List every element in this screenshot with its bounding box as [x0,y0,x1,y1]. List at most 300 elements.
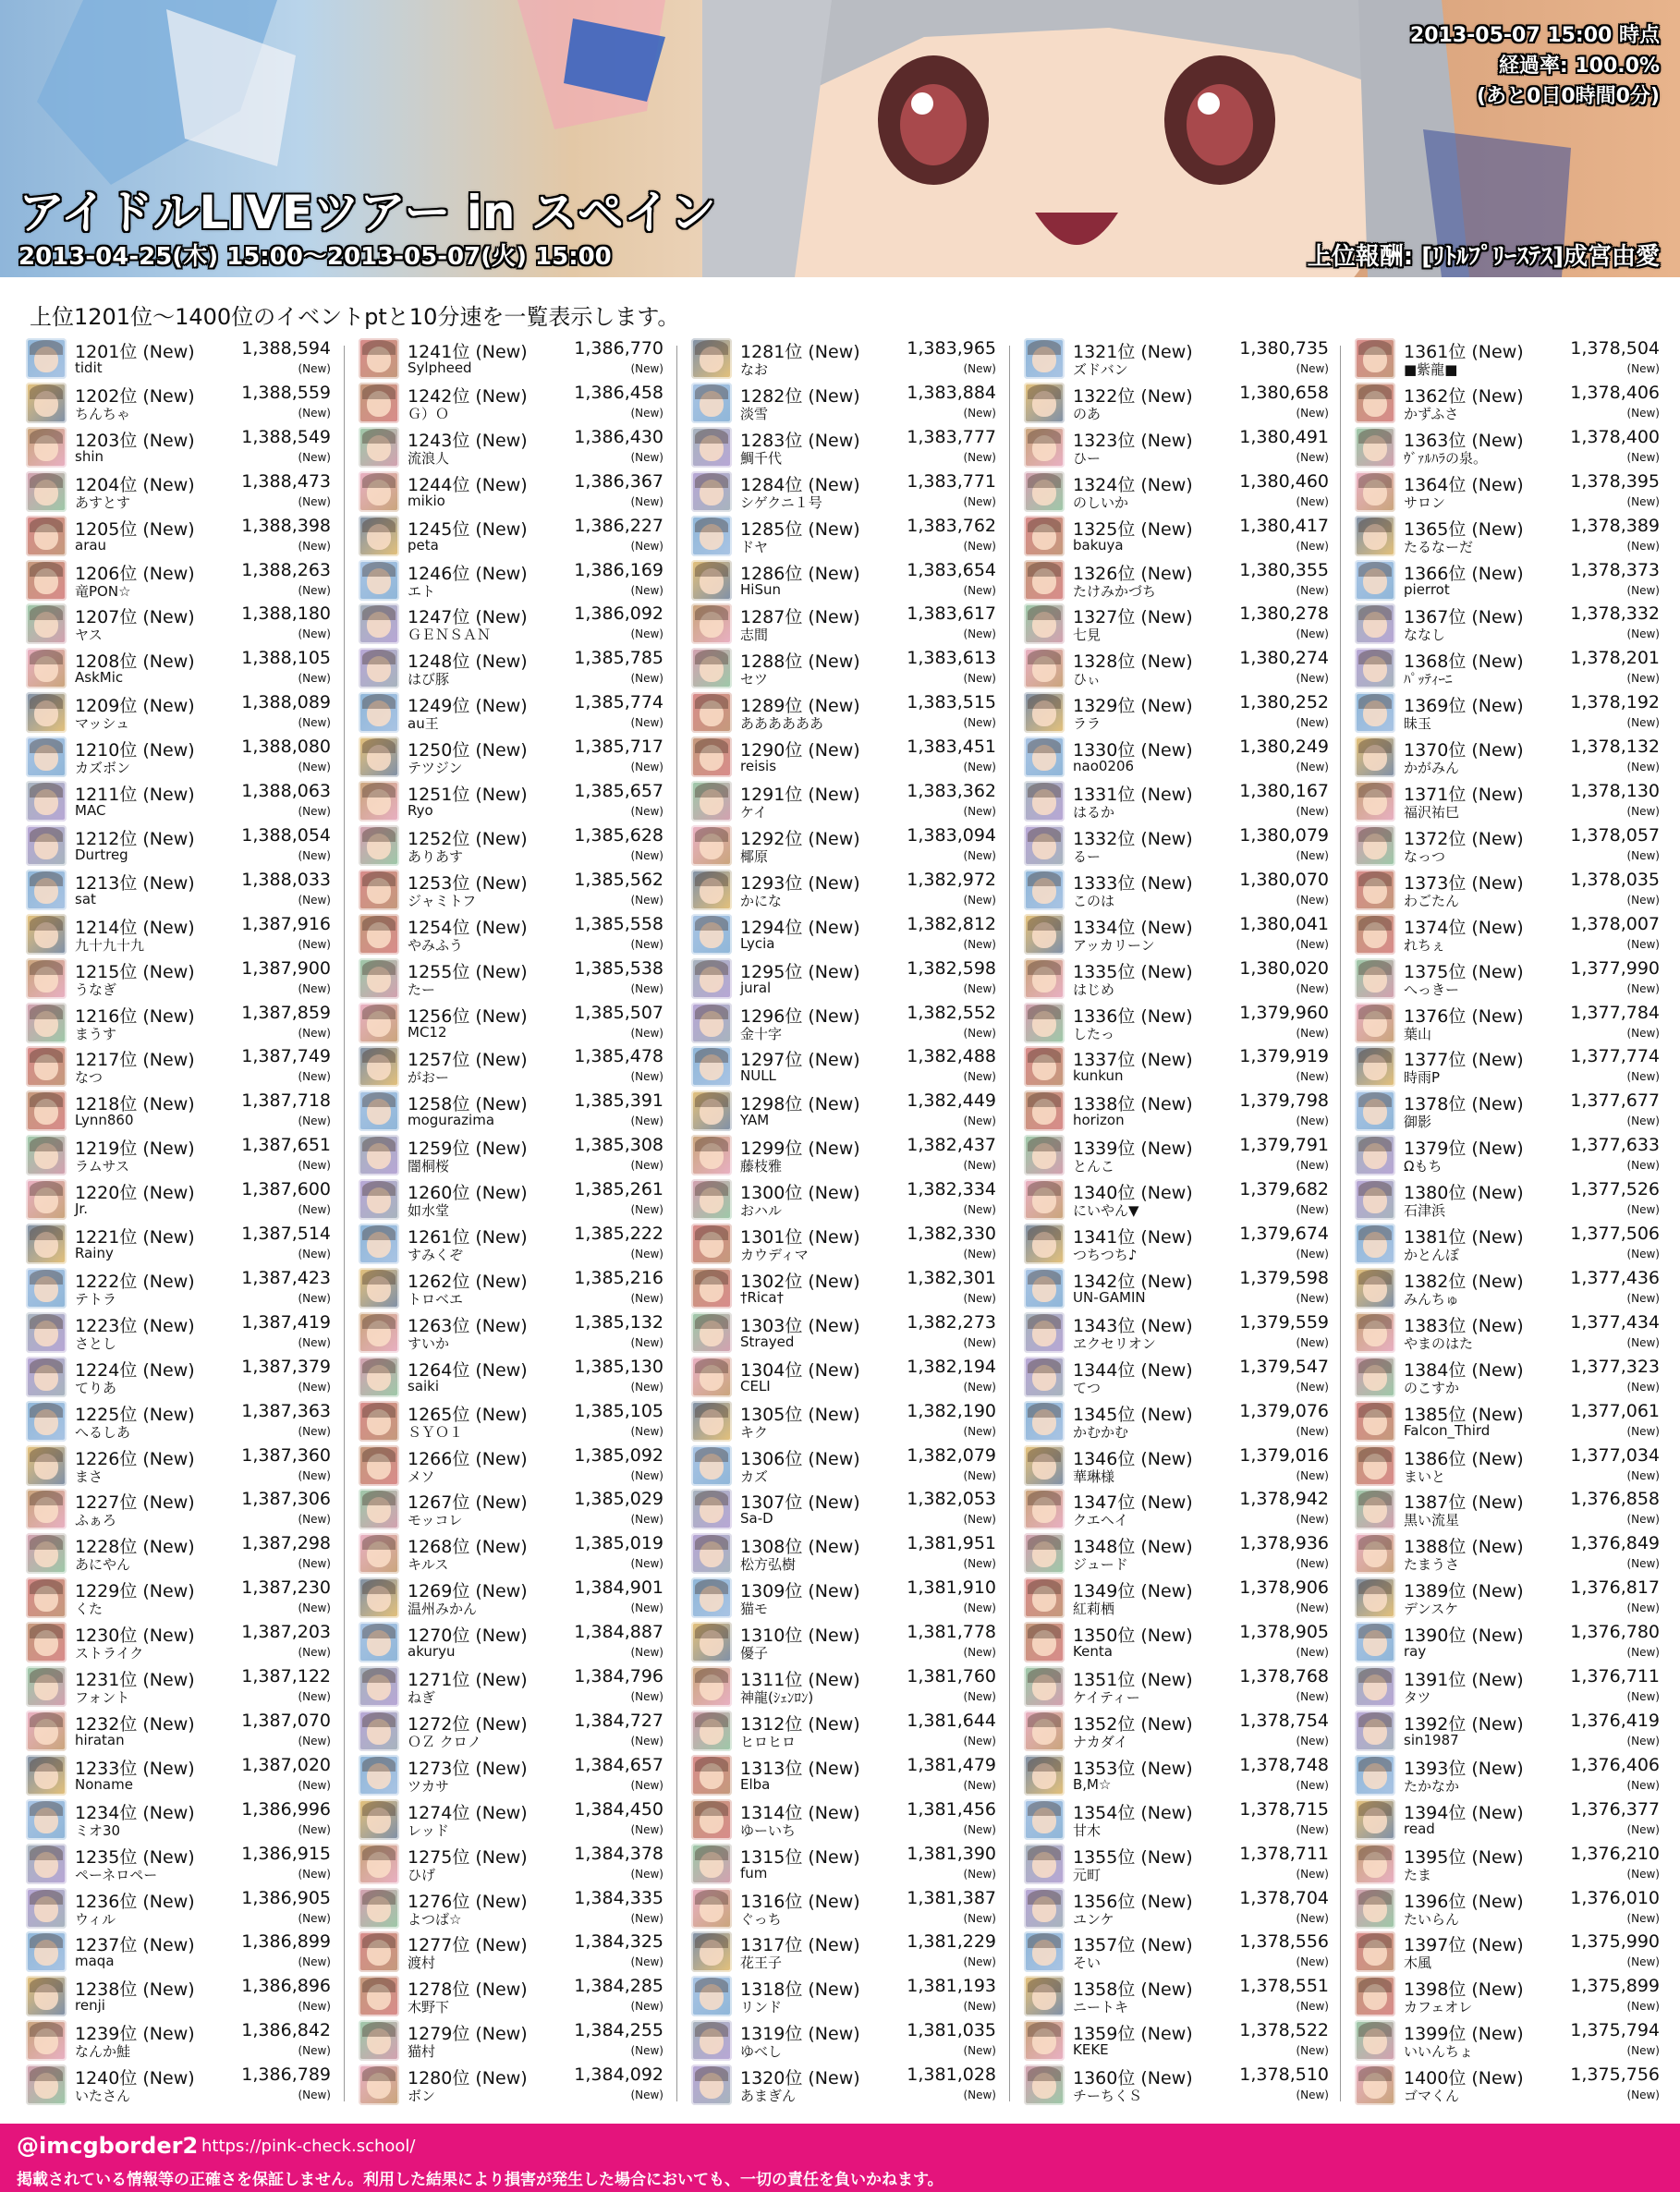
ten-minute-speed: (New) [1296,1203,1329,1217]
ten-minute-speed: (New) [630,1513,663,1527]
idol-avatar [359,1666,399,1707]
rank-label: 1224位 (New) [75,1359,195,1381]
rank-label: 1251位 (New) [408,785,528,805]
player-name: ケイティー [1073,1689,1140,1706]
player-name: Falcon_Third [1404,1421,1491,1439]
rank-label: 1254位 (New) [408,917,528,938]
event-points: 1,387,718 [241,1090,331,1112]
player-name: 竜PON☆ [75,582,131,600]
player-name: たかなか [1404,1777,1460,1795]
player-name: HiSun [740,580,781,598]
player-name: トロベエ [408,1290,464,1308]
rank-label: 1323位 (New) [1073,430,1193,451]
ranking-entry [26,868,331,912]
ranking-entry [1024,1531,1329,1576]
idol-avatar [1024,1268,1065,1309]
ranking-entry [1355,1399,1660,1443]
ranking-entry [359,1089,663,1133]
rank-label: 1281位 (New) [740,342,860,362]
ten-minute-speed: (New) [630,1646,663,1660]
idol-avatar [1355,1046,1395,1087]
ranking-entry [1024,1001,1329,1045]
idol-avatar [691,471,732,512]
idol-avatar [26,958,67,999]
player-name: ヤス [75,627,103,644]
ranking-entry [1355,1443,1660,1488]
idol-avatar [1024,1533,1065,1574]
event-points: 1,387,203 [241,1622,331,1643]
player-name: かずふさ [1404,405,1459,422]
idol-avatar [1355,870,1395,910]
ten-minute-speed: (New) [1626,1557,1660,1571]
event-points: 1,387,859 [241,1002,331,1023]
rank-label: 1201位 (New) [75,342,195,362]
idol-avatar [691,1666,732,1707]
rank-label: 1245位 (New) [408,518,528,540]
event-points: 1,384,335 [574,1887,663,1908]
ten-minute-speed: (New) [1626,1955,1660,1969]
rank-label: 1287位 (New) [740,607,860,628]
site-link[interactable]: https://pink-check.school/ [201,2137,416,2156]
ten-minute-speed: (New) [630,1734,663,1748]
ranking-entry [1355,1531,1660,1576]
player-name: 猫村 [408,2043,436,2061]
ten-minute-speed: (New) [963,1911,996,1925]
ranking-entry [359,1177,663,1222]
event-points: 1,384,450 [574,1798,663,1820]
player-name: sat [75,890,96,907]
ranking-entry [1355,1797,1660,1842]
ten-minute-speed: (New) [1626,1822,1660,1836]
ten-minute-speed: (New) [1626,539,1660,553]
rank-label: 1361位 (New) [1404,342,1524,362]
rank-label: 1324位 (New) [1073,474,1193,495]
event-points: 1,386,896 [241,1976,331,1997]
event-points: 1,382,334 [907,1179,996,1200]
idol-avatar [359,560,399,601]
rank-label: 1271位 (New) [408,1670,528,1690]
ten-minute-speed: (New) [298,1203,331,1217]
event-points: 1,381,644 [907,1710,996,1731]
rank-label: 1203位 (New) [75,430,195,451]
idol-avatar [1024,825,1065,866]
rank-label: 1386位 (New) [1404,1448,1524,1469]
rank-label: 1380位 (New) [1404,1183,1524,1204]
rank-label: 1253位 (New) [408,872,528,894]
player-name: ray [1404,1643,1427,1661]
idol-avatar [1355,648,1395,688]
rank-label: 1314位 (New) [740,1802,860,1823]
ten-minute-speed: (New) [1296,362,1329,375]
player-name: ツカサ [408,1777,450,1795]
player-name: ジュード [1073,1556,1128,1574]
ten-minute-speed: (New) [1626,1734,1660,1748]
player-name: pierrot [1404,580,1450,598]
top-reward: 上位報酬: [ﾘﾄﾙﾌﾟﾘｰｽﾃｽ]成宮由愛 [1307,243,1660,271]
event-points: 1,386,227 [574,515,663,536]
event-points: 1,382,437 [907,1135,996,1156]
idol-avatar [1024,338,1065,379]
event-points: 1,386,092 [574,603,663,625]
idol-avatar [359,1711,399,1751]
event-points: 1,387,363 [241,1400,331,1421]
player-name: Sylpheed [408,359,472,376]
rank-label: 1238位 (New) [75,1979,195,2001]
player-name: なんか鮭 [75,2043,131,2061]
ten-minute-speed: (New) [963,981,996,995]
player-name: Durtreg [75,846,128,863]
player-name: つちつち♪ [1073,1247,1138,1263]
event-points: 1,381,456 [907,1798,996,1820]
idol-avatar [26,1489,67,1529]
player-name: Kenta [1073,1643,1113,1661]
idol-avatar [359,1135,399,1175]
ranking-entry [691,1620,996,1664]
rank-label: 1306位 (New) [740,1448,860,1469]
rank-label: 1339位 (New) [1073,1139,1193,1160]
idol-avatar [1355,1931,1395,1972]
event-points: 1,388,180 [241,603,331,625]
ranking-entry [1355,1930,1660,1974]
ranking-entry [691,558,996,603]
rank-label: 1282位 (New) [740,385,860,407]
player-name: 昧玉 [1404,715,1432,733]
ten-minute-speed: (New) [963,1335,996,1349]
player-name: B,M☆ [1073,1775,1112,1793]
rank-label: 1218位 (New) [75,1094,195,1115]
player-name: マッシュ [75,715,130,733]
ranking-entry [26,1044,331,1089]
ranking-entry [1024,1089,1329,1133]
rank-label: 1231位 (New) [75,1670,195,1690]
rank-label: 1248位 (New) [408,652,528,673]
ten-minute-speed: (New) [630,406,663,420]
player-name: Ryo [408,802,433,819]
rank-label: 1328位 (New) [1073,652,1193,673]
idol-avatar [1024,471,1065,512]
rank-label: 1204位 (New) [75,474,195,495]
player-name: 鯛千代 [740,449,783,467]
player-name: あまぎん [740,2088,797,2105]
ranking-entry [26,558,331,603]
event-points: 1,378,192 [1570,692,1660,713]
idol-avatar [1355,1666,1395,1707]
event-points: 1,380,252 [1239,692,1329,713]
idol-avatar [359,2064,399,2105]
player-name: やみふう [408,936,464,954]
ten-minute-speed: (New) [1296,672,1329,686]
event-points: 1,377,506 [1570,1224,1660,1244]
ten-minute-speed: (New) [298,1822,331,1836]
player-name: 志間 [740,627,769,644]
player-name: 渡村 [408,1955,436,1972]
player-name: ひぃ [1073,671,1102,688]
rank-label: 1296位 (New) [740,1005,860,1027]
ranking-entry [1355,646,1660,690]
event-points: 1,377,990 [1570,957,1660,979]
idol-avatar [359,1179,399,1220]
rank-label: 1301位 (New) [740,1227,860,1248]
ranking-entry [26,1443,331,1488]
idol-avatar [1024,2064,1065,2105]
ten-minute-speed: (New) [630,1248,663,1260]
rank-label: 1354位 (New) [1073,1802,1193,1823]
ten-minute-speed: (New) [1296,1335,1329,1349]
ten-minute-speed: (New) [1296,494,1329,508]
event-points: 1,386,905 [241,1887,331,1908]
idol-avatar [691,1711,732,1751]
idol-avatar [691,1799,732,1840]
ten-minute-speed: (New) [1296,406,1329,420]
player-name: ななし [1404,627,1446,644]
player-name: まさ [75,1467,103,1485]
rank-label: 1310位 (New) [740,1626,860,1647]
idol-avatar [691,870,732,910]
player-name: Rainy [75,1245,114,1261]
player-name: ｳﾞｧﾙﾊﾗの泉。 [1404,449,1488,467]
event-points: 1,381,479 [907,1754,996,1775]
idol-avatar [26,1046,67,1087]
rank-label: 1232位 (New) [75,1713,195,1735]
event-points: 1,385,507 [574,1002,663,1023]
idol-avatar [1024,427,1065,468]
rank-label: 1342位 (New) [1073,1271,1193,1292]
column-divider [1340,346,1341,2101]
event-points: 1,388,033 [241,869,331,890]
player-name: いたさん [75,2088,131,2105]
idol-avatar [1024,914,1065,955]
ranking-entry [1024,1974,1329,2018]
event-points: 1,382,449 [907,1090,996,1112]
idol-avatar [26,1799,67,1840]
rank-label: 1243位 (New) [408,430,528,451]
idol-avatar [1355,1533,1395,1574]
ten-minute-speed: (New) [298,450,331,464]
event-points: 1,388,263 [241,559,331,580]
idol-avatar [26,1268,67,1309]
idol-avatar [691,1401,732,1442]
rank-label: 1250位 (New) [408,740,528,761]
rank-label: 1346位 (New) [1073,1448,1193,1469]
ten-minute-speed: (New) [630,1822,663,1836]
rank-label: 1300位 (New) [740,1183,860,1204]
event-points: 1,382,273 [907,1311,996,1333]
event-points: 1,379,674 [1239,1224,1329,1244]
rank-label: 1202位 (New) [75,385,195,407]
ranking-entry [26,779,331,823]
rank-label: 1319位 (New) [740,2024,860,2045]
idol-avatar [1024,1401,1065,1442]
ten-minute-speed: (New) [630,1468,663,1482]
event-points: 1,388,105 [241,648,331,669]
ranking-entry [691,381,996,425]
player-name: renji [75,1997,105,2015]
event-points: 1,388,089 [241,692,331,713]
ranking-entry [1024,1753,1329,1797]
ten-minute-speed: (New) [1626,1424,1660,1438]
player-name: へっきー [1404,980,1460,998]
player-name: Sa-D [740,1510,773,1528]
event-points: 1,376,849 [1570,1533,1660,1554]
player-name: 神龍(ｼｪﾝﾛﾝ) [740,1689,814,1706]
event-points: 1,380,249 [1239,737,1329,758]
rank-label: 1275位 (New) [408,1846,528,1868]
player-name: チーちくＳ [1073,2088,1143,2105]
ranking-entry [359,779,663,823]
ten-minute-speed: (New) [298,1690,331,1703]
rank-label: 1378位 (New) [1404,1094,1524,1115]
player-name: いいんちょ [1404,2043,1474,2061]
player-name: モッコレ [408,1512,463,1529]
ranking-entry [1355,868,1660,912]
idol-avatar [691,1268,732,1309]
rank-label: 1206位 (New) [75,563,195,584]
ranking-entry [691,1266,996,1310]
idol-avatar [1355,1445,1395,1486]
event-points: 1,382,194 [907,1356,996,1377]
idol-avatar [26,560,67,601]
idol-avatar [359,781,399,822]
ranking-entry [1024,1487,1329,1531]
ten-minute-speed: (New) [1626,1248,1660,1260]
ranking-entry [1355,336,1660,381]
player-name: ﾊﾟｯﾃｨｰﾆ [1404,671,1453,688]
event-points: 1,387,360 [241,1444,331,1466]
ranking-entry [691,1133,996,1177]
player-name: ひー [1073,449,1102,467]
ranking-entry [359,1620,663,1664]
ten-minute-speed: (New) [963,672,996,686]
rank-label: 1244位 (New) [408,474,528,495]
idol-avatar [1024,692,1065,733]
player-name: ねぎ [408,1689,436,1706]
ranking-entry [359,425,663,469]
rank-label: 1348位 (New) [1073,1537,1193,1558]
idol-avatar [1355,1224,1395,1264]
event-points: 1,381,778 [907,1622,996,1643]
event-points: 1,378,057 [1570,824,1660,846]
ranking-entry [1024,1930,1329,1974]
rank-label: 1240位 (New) [75,2068,195,2089]
player-name: さとし [75,1334,117,1352]
idol-avatar [359,1533,399,1574]
twitter-handle[interactable]: @imcgborder2 [17,2133,199,2159]
player-name: たけみかづち [1073,582,1157,600]
ranking-entry [1355,1753,1660,1797]
ranking-entry [26,336,331,381]
idol-avatar [26,648,67,688]
ten-minute-speed: (New) [1296,2088,1329,2102]
event-points: 1,385,308 [574,1135,663,1156]
ranking-entry [691,779,996,823]
rank-label: 1359位 (New) [1073,2024,1193,2045]
rank-label: 1237位 (New) [75,1935,195,1956]
event-points: 1,376,377 [1570,1798,1660,1820]
event-points: 1,382,079 [907,1444,996,1466]
idol-avatar [1024,1666,1065,1707]
ranking-entry [359,956,663,1001]
ten-minute-speed: (New) [1626,406,1660,420]
event-points: 1,385,019 [574,1533,663,1554]
ranking-entry [359,1886,663,1930]
ranking-entry [691,2063,996,2107]
event-points: 1,385,628 [574,824,663,846]
idol-avatar [359,1046,399,1087]
rank-label: 1390位 (New) [1404,1626,1524,1647]
ten-minute-speed: (New) [1626,1203,1660,1217]
event-points: 1,384,901 [574,1577,663,1599]
ten-minute-speed: (New) [963,2000,996,2014]
idol-avatar [691,1312,732,1353]
ten-minute-speed: (New) [1296,1911,1329,1925]
player-name: とんこ [1073,1158,1115,1175]
ranking-entry [691,336,996,381]
ranking-entry [26,1576,331,1620]
rank-label: 1373位 (New) [1404,872,1524,894]
idol-avatar [691,1224,732,1264]
rank-label: 1267位 (New) [408,1492,528,1514]
idol-avatar [26,781,67,822]
idol-avatar [691,427,732,468]
rank-label: 1225位 (New) [75,1404,195,1425]
event-points: 1,387,749 [241,1046,331,1067]
event-points: 1,379,598 [1239,1267,1329,1288]
event-points: 1,378,704 [1239,1887,1329,1908]
ten-minute-speed: (New) [298,627,331,641]
ten-minute-speed: (New) [1296,1114,1329,1128]
rank-label: 1326位 (New) [1073,563,1193,584]
idol-avatar [691,781,732,822]
player-name: Ωもち [1404,1158,1443,1175]
rank-label: 1205位 (New) [75,518,195,540]
ten-minute-speed: (New) [1296,848,1329,862]
player-name: ヱクセリオン [1073,1334,1156,1352]
event-points: 1,387,651 [241,1135,331,1156]
player-name: そい [1073,1955,1102,1972]
rank-label: 1371位 (New) [1404,785,1524,805]
ranking-entry [359,1753,663,1797]
rank-label: 1336位 (New) [1073,1005,1193,1027]
rank-label: 1252位 (New) [408,828,528,849]
player-name: はび豚 [408,671,450,688]
idol-avatar [359,692,399,733]
event-points: 1,387,900 [241,957,331,979]
idol-avatar [359,1888,399,1929]
player-name: セツ [740,671,769,688]
player-name: YAM [740,1112,770,1129]
ten-minute-speed: (New) [963,539,996,553]
ten-minute-speed: (New) [1296,981,1329,995]
ranking-entry [26,1310,331,1355]
ranking-entry [359,2018,663,2063]
idol-avatar [26,1844,67,1884]
event-points: 1,379,791 [1239,1135,1329,1156]
player-name: 木風 [1404,1955,1432,1972]
rank-label: 1221位 (New) [75,1227,195,1248]
event-points: 1,378,510 [1239,2064,1329,2086]
ranking-entry [1024,1177,1329,1222]
player-name: ゆーいち [740,1821,797,1839]
rank-label: 1384位 (New) [1404,1359,1524,1381]
ranking-entry [26,1664,331,1709]
ranking-entry [691,1842,996,1886]
ten-minute-speed: (New) [963,1468,996,1482]
ten-minute-speed: (New) [1296,1557,1329,1571]
rank-label: 1389位 (New) [1404,1581,1524,1602]
rank-label: 1350位 (New) [1073,1626,1193,1647]
idol-avatar [1355,737,1395,777]
ranking-entry [359,1133,663,1177]
